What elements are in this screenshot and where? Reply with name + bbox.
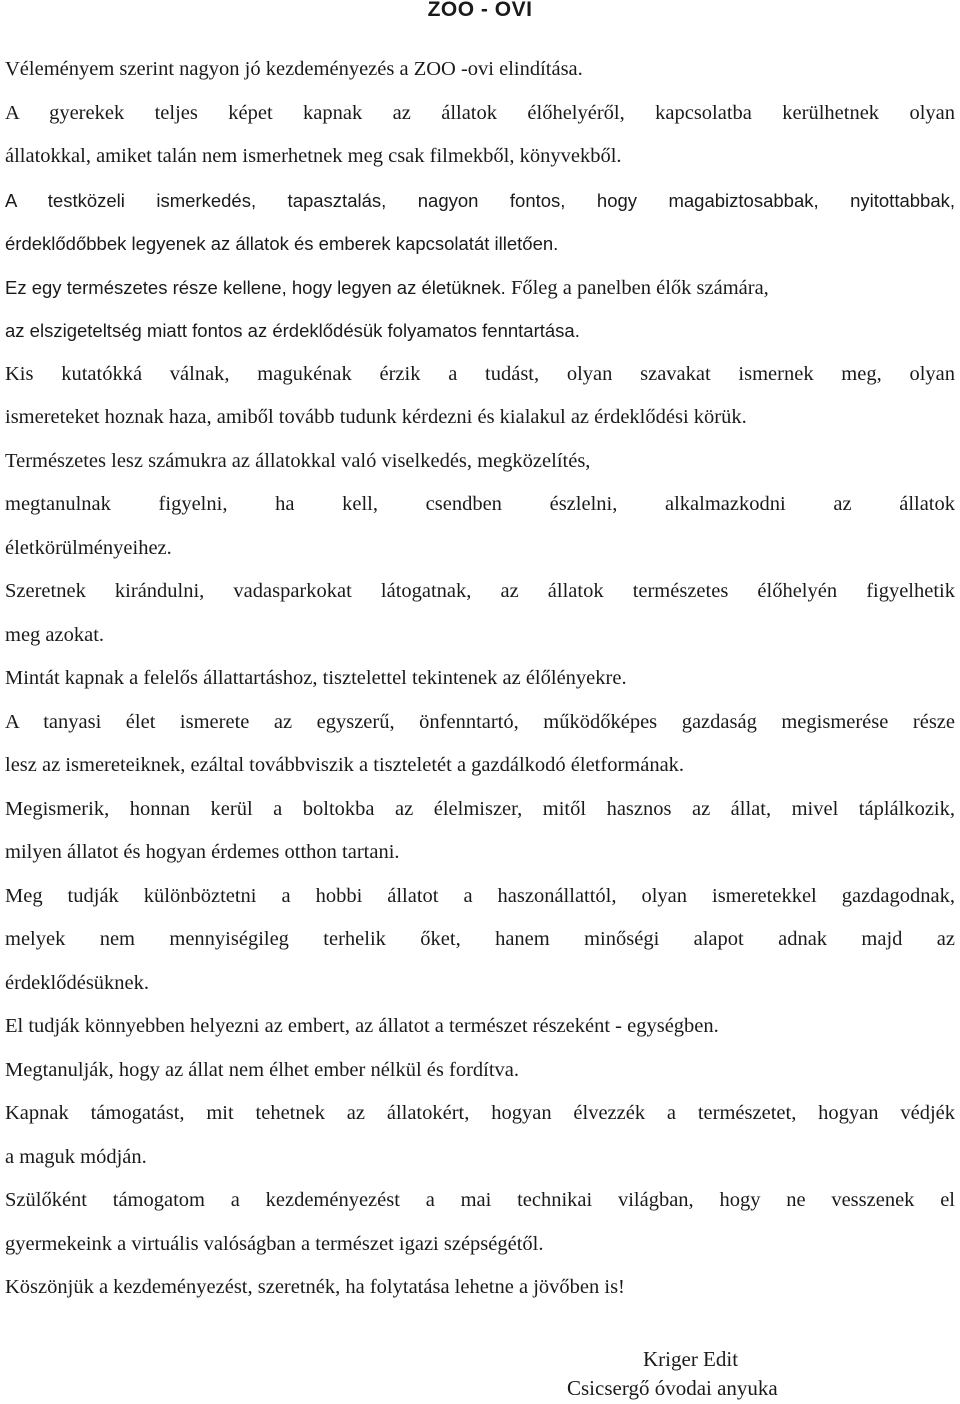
document-title: ZOO - OVI <box>427 0 533 21</box>
paragraph-line: milyen állatot és hogyan érdemes otthon tartani. <box>5 841 400 863</box>
paragraph-line: Meg tudják különböztetni a hobbi állatot a haszonállattól, olyan ismeretekkel gazdagodnak, <box>5 884 955 907</box>
paragraph-line: Megtanulják, hogy az állat nem élhet ember nélkül és fordítva. <box>5 1058 520 1081</box>
paragraph-line: Természetes lesz számukra az állatokkal való viselkedés, megközelítés, <box>5 449 591 472</box>
paragraph-line: meg azokat. <box>5 623 105 646</box>
paragraph-line: az elszigeteltség miatt fontos az érdeklődésük folyamatos fenntartása. <box>5 320 580 341</box>
document-body <box>5 48 955 1310</box>
signature-name: Kriger Edit <box>643 1347 739 1371</box>
paragraph-line: állatokkal, amiket talán nem ismerhetnek meg csak filmekből, könyvekből. <box>5 145 622 167</box>
paragraph-line: melyek nem mennyiségileg terhelik őket, hanem minőségi alapot adnak majd az <box>5 928 955 950</box>
paragraph-line <box>5 266 955 310</box>
paragraph-line: A tanyasi élet ismerete az egyszerű, önfenntartó, működőképes gazdaság megismerése része <box>5 710 955 733</box>
paragraph-line: ismereteket hoznak haza, amiből tovább tudunk kérdezni és kialakul az érdeklődési körük. <box>5 406 747 428</box>
paragraph-line: A testközeli ismerkedés, tapasztalás, nagyon fontos, hogy magabiztosabbak, nyitottabbak, <box>5 189 955 211</box>
paragraph-line-sans-part: Ez egy természetes része kellene, hogy legyen az életüknek. <box>5 276 506 298</box>
signature-role: Csicsergő óvodai anyuka <box>567 1376 778 1400</box>
paragraph-line: Kapnak támogatást, mit tehetnek az állatokért, hogyan élvezzék a természetet, hogyan védjék <box>5 1102 955 1124</box>
paragraph-line: életkörülményeihez. <box>5 536 172 559</box>
paragraph-line: lesz az ismereteiknek, ezáltal továbbviszik a tiszteletét a gazdálkodó életformának. <box>5 754 685 776</box>
paragraph-line: El tudják könnyebben helyezni az embert, az állatot a természet részeként - egységben. <box>5 1015 719 1037</box>
paragraph-line: Szülőként támogatom a kezdeményezést a mai technikai világban, hogy ne vesszenek el <box>5 1189 955 1211</box>
paragraph-line: Megismerik, honnan kerül a boltokba az élelmiszer, mitől hasznos az állat, mivel táplálkozik, <box>5 797 955 820</box>
paragraph-line: Szeretnek kirándulni, vadasparkokat látogatnak, az állatok természetes élőhelyén figyelhetik <box>5 580 955 602</box>
paragraph-line: Köszönjük a kezdeményezést, szeretnék, ha folytatása lehetne a jövőben is! <box>5 1276 625 1298</box>
paragraph-line-serif-part: Főleg a panelben élők számára, <box>505 276 769 299</box>
paragraph-line: Véleményem szerint nagyon jó kezdeményezés a ZOO -ovi elindítása. <box>5 58 583 80</box>
paragraph-line: a maguk módján. <box>5 1145 147 1168</box>
document-page <box>5 0 955 1310</box>
paragraph-line: gyermekeink a virtuális valóságban a természet igazi szépségétől. <box>5 1232 544 1255</box>
paragraph-line: érdeklődésüknek. <box>5 971 150 994</box>
paragraph-line: A gyerekek teljes képet kapnak az állatok élőhelyéről, kapcsolatba kerülhetnek olyan <box>5 101 955 124</box>
paragraph-line: érdeklődőbbek legyenek az állatok és emberek kapcsolatát illetően. <box>5 233 559 254</box>
paragraph-line: Mintát kapnak a felelős állattartáshoz, tisztelettel tekintenek az élőlényekre. <box>5 667 627 689</box>
paragraph-line: megtanulnak figyelni, ha kell, csendben észlelni, alkalmazkodni az állatok <box>5 493 955 515</box>
paragraph-line: Kis kutatókká válnak, magukénak érzik a tudást, olyan szavakat ismernek meg, olyan <box>5 362 955 385</box>
